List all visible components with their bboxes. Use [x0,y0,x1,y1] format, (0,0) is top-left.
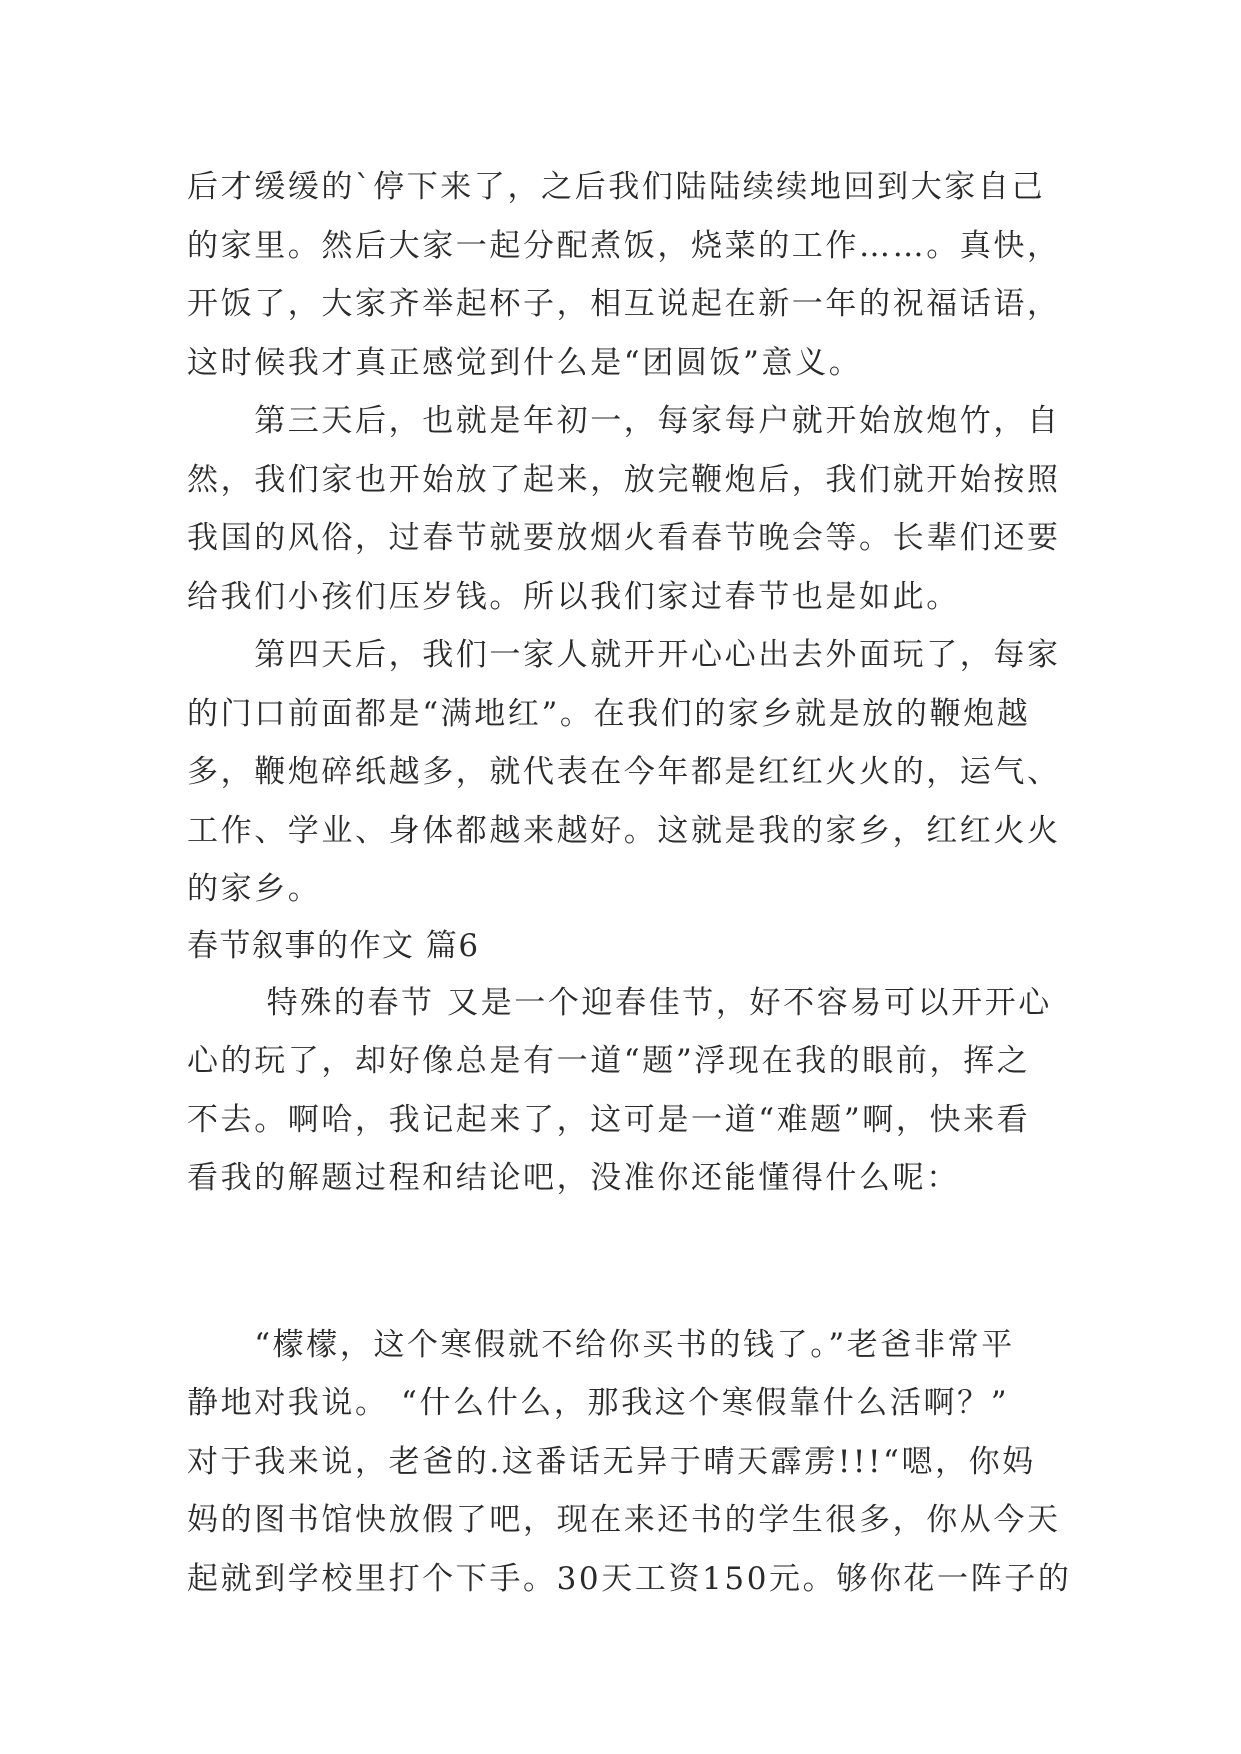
paragraph-third-day [187,392,1061,626]
paragraph-special-spring-festival [187,974,1057,1208]
text-line: 工作、学业、身体都越来越好。这就是我的家乡，红红火火 [187,812,1061,849]
text-line: 的家里。然后大家一起分配煮饭，烧菜的工作……。真快， [187,227,1061,264]
text-line: 第三天后，也就是年初一，每家每户就开始放炮竹，自 [187,403,1061,439]
text-line: 不去。啊哈，我记起来了，这可是一道“难题”啊，快来看 [187,1101,1031,1138]
text-line: 静地对我说。 “什么什么，那我这个寒假靠什么活啊？” [187,1385,1010,1421]
text-line: 对于我来说，老爸的.这番话无异于晴天霹雳!!!“嗯，你妈 [187,1443,1036,1480]
text-line: 这时候我才真正感觉到什么是“团圆饭”意义。 [187,344,863,381]
text-line: 开饭了，大家齐举起杯子，相互说起在新一年的祝福话语， [187,286,1061,322]
paragraph-fourth-day [187,626,1061,919]
section-heading: 春节叙事的作文 篇6 [187,927,480,964]
paragraph-dialogue [187,1316,1072,1609]
text-line: 后才缓缓的`停下来了，之后我们陆陆续续地回到大家自己 [187,169,1046,205]
text-line: 我国的风俗，过春节就要放烟火看春节晚会等。长辈们还要 [187,520,1061,556]
text-line: 然，我们家也开始放了起来，放完鞭炮后，我们就开始按照 [187,461,1061,498]
text-line: 看我的解题过程和结论吧，没准你还能懂得什么呢： [187,1160,960,1196]
text-line: 第四天后，我们一家人就开开心心出去外面玩了，每家 [187,637,1061,673]
paragraph-reunion-dinner [187,158,1061,392]
paragraph-spacer [187,1208,1057,1316]
text-line: 特殊的春节 又是一个迎春佳节，好不容易可以开开心 [187,984,1052,1021]
text-line: 的门口前面都是“满地红”。在我们的家乡就是放的鞭炮越 [187,695,1031,732]
document-body [187,158,1072,1608]
text-line: 心的玩了，却好像总是有一道“题”浮现在我的眼前，挥之 [187,1043,1031,1079]
text-line: 给我们小孩们压岁钱。所以我们家过春节也是如此。 [187,578,960,615]
text-line: 起就到学校里打个下手。30天工资150元。够你花一阵子的 [187,1560,1072,1597]
text-line: 多，鞭炮碎纸越多，就代表在今年都是红红火火的，运气、 [187,754,1061,790]
text-line: 妈的图书馆快放假了吧，现在来还书的学生很多，你从今天 [187,1502,1061,1538]
text-line: 的家乡。 [187,871,322,907]
text-line: “檬檬，这个寒假就不给你买书的钱了。”老爸非常平 [187,1326,1015,1363]
